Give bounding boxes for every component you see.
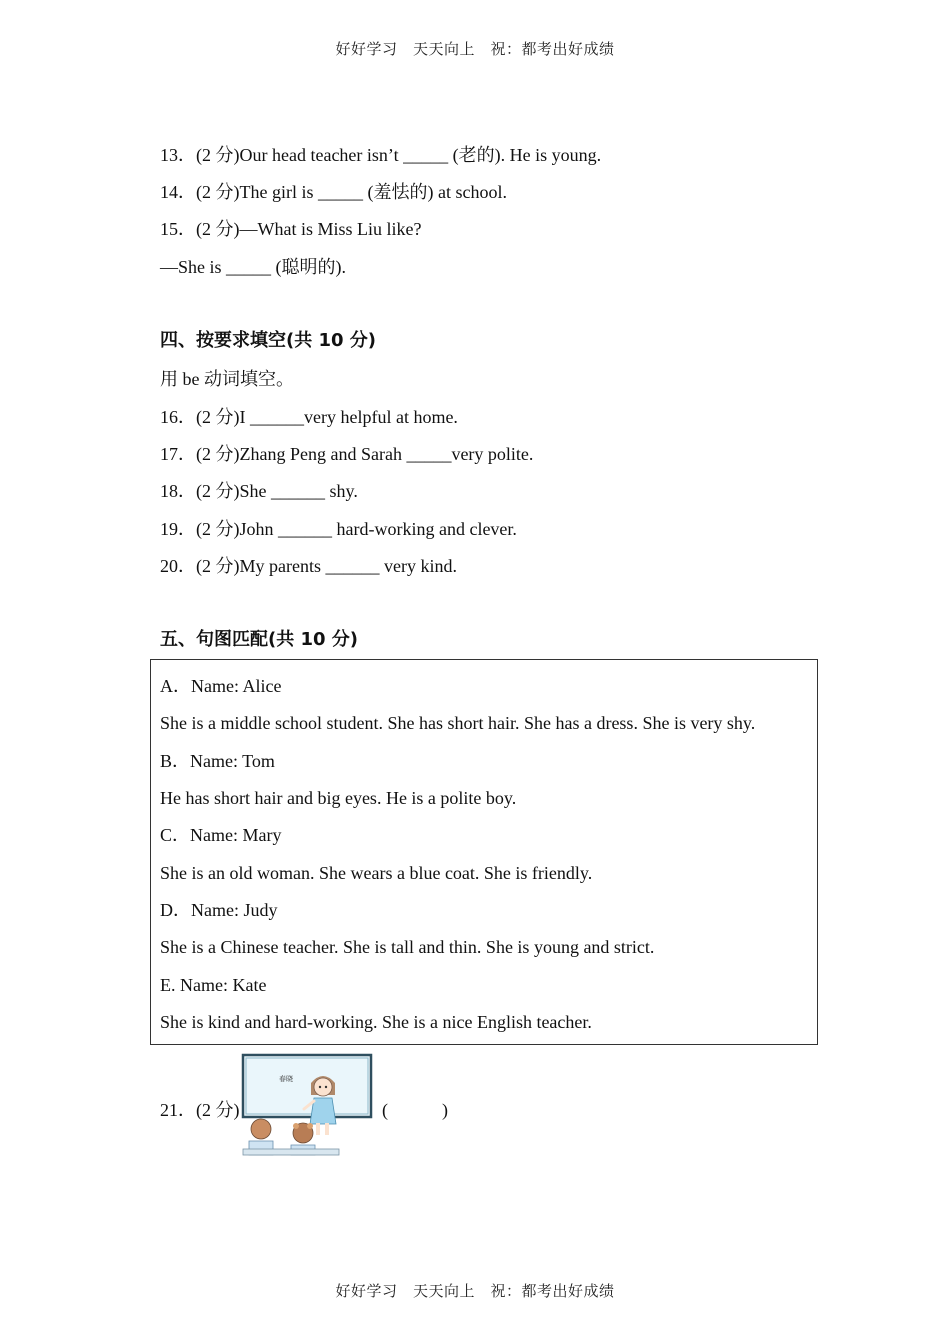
option-d-description: She is a Chinese teacher. She is tall and thin. She is young and strict. (160, 937, 655, 957)
option-c-name: C．Name: Mary (160, 825, 282, 845)
page-footer: 好好学习 天天向上 祝：都考出好成绩 (335, 1282, 615, 1300)
question-18: 18．(2 分)She ______ shy. (160, 481, 358, 501)
question-14: 14．(2 分)The girl is _____ (羞怯的) at school. (160, 182, 507, 202)
answer-blank[interactable]: ( ) (382, 1100, 448, 1120)
page-header: 好好学习 天天向上 祝：都考出好成绩 (335, 40, 615, 58)
option-a-name: A．Name: Alice (160, 676, 282, 696)
question-17: 17．(2 分)Zhang Peng and Sarah _____very polite. (160, 444, 534, 464)
question-19: 19．(2 分)John ______ hard-working and clever. (160, 519, 517, 539)
question-21-label: 21．(2 分) (160, 1100, 240, 1120)
question-15: 15．(2 分)—What is Miss Liu like? (160, 219, 422, 239)
option-a-description: She is a middle school student. She has short hair. She has a dress. She is very shy. (160, 713, 756, 733)
section-5-heading: 五、句图匹配(共 10 分) (160, 629, 359, 650)
option-e-name: E. Name: Kate (160, 975, 267, 995)
option-e-description: She is kind and hard-working. She is a nice English teacher. (160, 1012, 592, 1032)
option-b-description: He has short hair and big eyes. He is a polite boy. (160, 788, 517, 808)
question-20: 20．(2 分)My parents ______ very kind. (160, 556, 457, 576)
desk (243, 1149, 339, 1155)
question-15-answer: —She is _____ (聪明的). (160, 257, 346, 277)
option-d-name: D．Name: Judy (160, 900, 278, 920)
question-13: 13．(2 分)Our head teacher isn’t _____ (老的). He is young. (160, 145, 602, 165)
board-text: 春晓 (279, 1075, 293, 1083)
classroom-illustration (241, 1053, 373, 1157)
option-c-description: She is an old woman. She wears a blue coat. She is friendly. (160, 863, 593, 883)
section-4-heading: 四、按要求填空(共 10 分) (160, 330, 377, 351)
question-16: 16．(2 分)I ______very helpful at home. (160, 407, 458, 427)
description-box (150, 659, 818, 1045)
option-b-name: B．Name: Tom (160, 751, 275, 771)
section-4-instruction: 用 be 动词填空。 (160, 369, 294, 389)
